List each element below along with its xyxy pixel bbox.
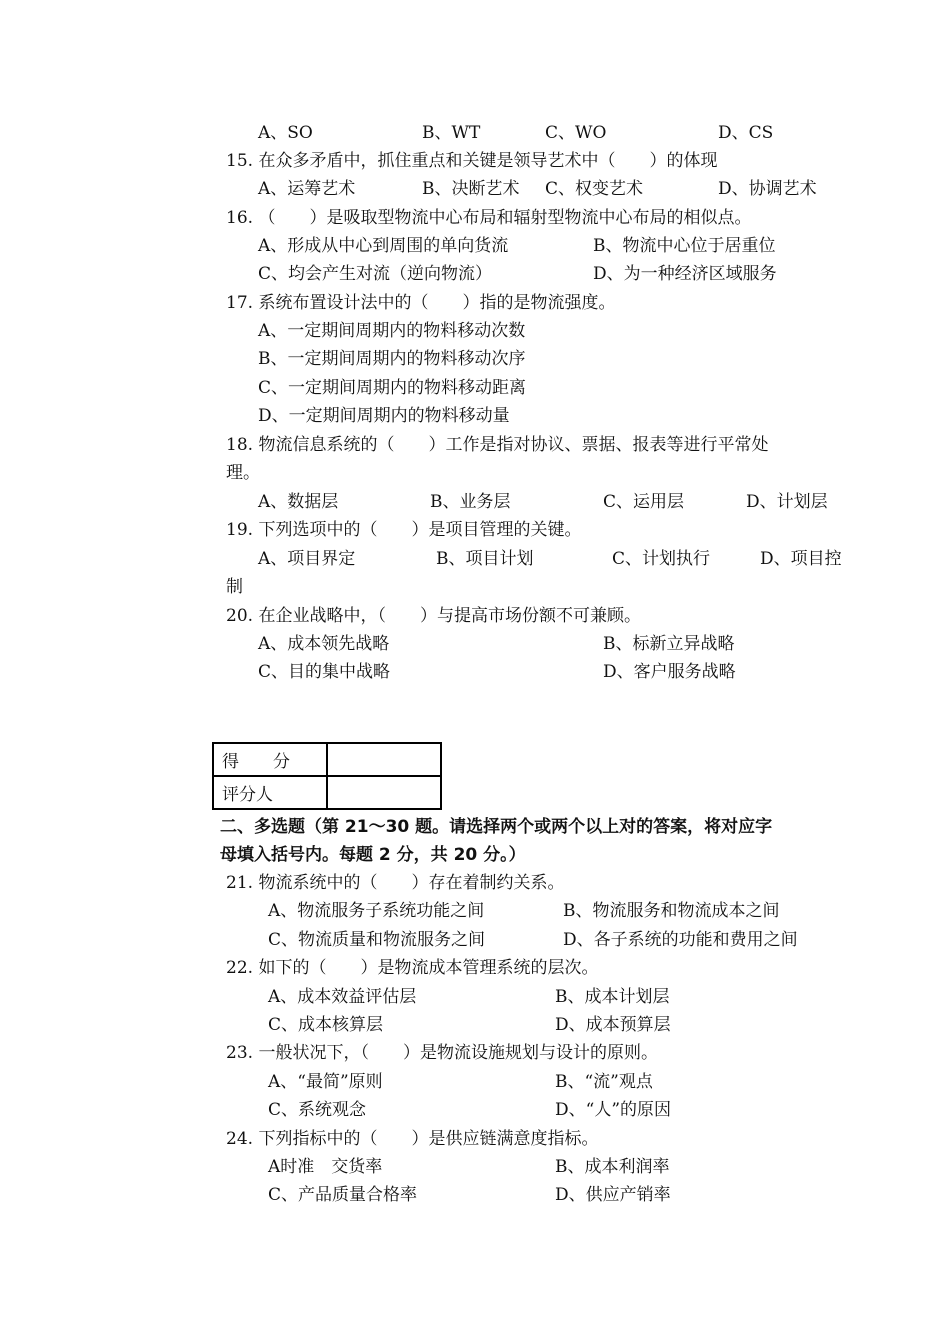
q18-option-b: B、业务层 — [430, 492, 511, 512]
q19-option-a: A、项目界定 — [258, 549, 356, 569]
q23-option-d: D、“人”的原因 — [555, 1100, 672, 1120]
q16-option-c: C、均会产生对流（逆向物流） — [258, 264, 493, 284]
q19-stem: 19. 下列选项中的（ ）是项目管理的关键。 — [226, 520, 582, 540]
q14-option-b: B、WT — [422, 123, 481, 143]
q14-option-a: A、SO — [258, 123, 313, 143]
score-label: 得 分 — [213, 743, 327, 776]
q19-option-d-wrap: 制 — [226, 577, 243, 597]
q16-option-a: A、形成从中心到周围的单向货流 — [258, 236, 509, 256]
q22-option-b: B、成本计划层 — [555, 987, 670, 1007]
q18-stem-continued: 理。 — [226, 463, 260, 483]
q22-stem: 22. 如下的（ ）是物流成本管理系统的层次。 — [226, 958, 599, 978]
q17-option-d: D、一定期间周期内的物料移动量 — [258, 406, 510, 426]
q21-option-d: D、各子系统的功能和费用之间 — [563, 930, 798, 950]
q23-option-c: C、系统观念 — [268, 1100, 367, 1120]
section2-heading: 二、多选题（第 21～30 题。请选择两个或两个以上对的答案，将对应字 — [220, 817, 773, 837]
q15-option-d: D、协调艺术 — [718, 179, 817, 199]
q20-option-d: D、客户服务战略 — [603, 662, 736, 682]
q22-option-a: A、成本效益评估层 — [268, 987, 417, 1007]
q24-option-b: B、成本利润率 — [555, 1157, 670, 1177]
q18-option-a: A、数据层 — [258, 492, 339, 512]
q15-option-a: A、运筹艺术 — [258, 179, 356, 199]
q15-option-c: C、权变艺术 — [545, 179, 644, 199]
q19-option-d: D、项目控 — [760, 549, 842, 569]
q24-stem: 24. 下列指标中的（ ）是供应链满意度指标。 — [226, 1129, 599, 1149]
q20-stem: 20. 在企业战略中，（ ）与提高市场份额不可兼顾。 — [226, 606, 641, 626]
q20-option-c: C、目的集中战略 — [258, 662, 391, 682]
q16-option-d: D、为一种经济区域服务 — [593, 264, 777, 284]
q17-option-b: B、一定期间周期内的物料移动次序 — [258, 349, 526, 369]
grader-value-cell[interactable] — [327, 776, 441, 809]
q19-option-c: C、计划执行 — [612, 549, 711, 569]
q17-stem: 17. 系统布置设计法中的（ ）指的是物流强度。 — [226, 293, 616, 313]
q24-option-d: D、供应产销率 — [555, 1185, 671, 1205]
q21-stem: 21. 物流系统中的（ ）存在着制约关系。 — [226, 873, 565, 893]
q19-option-b: B、项目计划 — [436, 549, 534, 569]
q18-option-c: C、运用层 — [603, 492, 685, 512]
q20-option-b: B、标新立异战略 — [603, 634, 735, 654]
score-table — [212, 742, 442, 810]
grader-label: 评分人 — [213, 776, 327, 809]
q20-option-a: A、成本领先战略 — [258, 634, 390, 654]
q16-stem: 16. （ ）是吸取型物流中心布局和辐射型物流中心布局的相似点。 — [226, 208, 752, 228]
q23-option-a: A、“最简”原则 — [268, 1072, 383, 1092]
q14-option-d: D、CS — [718, 123, 774, 143]
q24-option-c: C、产品质量合格率 — [268, 1185, 418, 1205]
score-value-cell[interactable] — [327, 743, 441, 776]
q18-option-d: D、计划层 — [746, 492, 828, 512]
q24-option-a: A时准 交货率 — [268, 1157, 383, 1177]
q21-option-a: A、物流服务子系统功能之间 — [268, 901, 485, 921]
q18-stem: 18. 物流信息系统的（ ）工作是指对协议、票据、报表等进行平常处 — [226, 435, 769, 455]
section2-heading-continued: 母填入括号内。每题 2 分，共 20 分。） — [220, 845, 526, 865]
q15-stem: 15. 在众多矛盾中，抓住重点和关键是领导艺术中（ ）的体现 — [226, 151, 718, 171]
q22-option-c: C、成本核算层 — [268, 1015, 384, 1035]
q17-option-c: C、一定期间周期内的物料移动距离 — [258, 378, 527, 398]
q16-option-b: B、物流中心位于居重位 — [593, 236, 776, 256]
q23-option-b: B、“流”观点 — [555, 1072, 653, 1092]
q22-option-d: D、成本预算层 — [555, 1015, 671, 1035]
q21-option-c: C、物流质量和物流服务之间 — [268, 930, 486, 950]
q23-stem: 23. 一般状况下，（ ）是物流设施规划与设计的原则。 — [226, 1043, 658, 1063]
q21-option-b: B、物流服务和物流成本之间 — [563, 901, 780, 921]
q17-option-a: A、一定期间周期内的物料移动次数 — [258, 321, 526, 341]
q15-option-b: B、决断艺术 — [422, 179, 520, 199]
q14-option-c: C、WO — [545, 123, 607, 143]
